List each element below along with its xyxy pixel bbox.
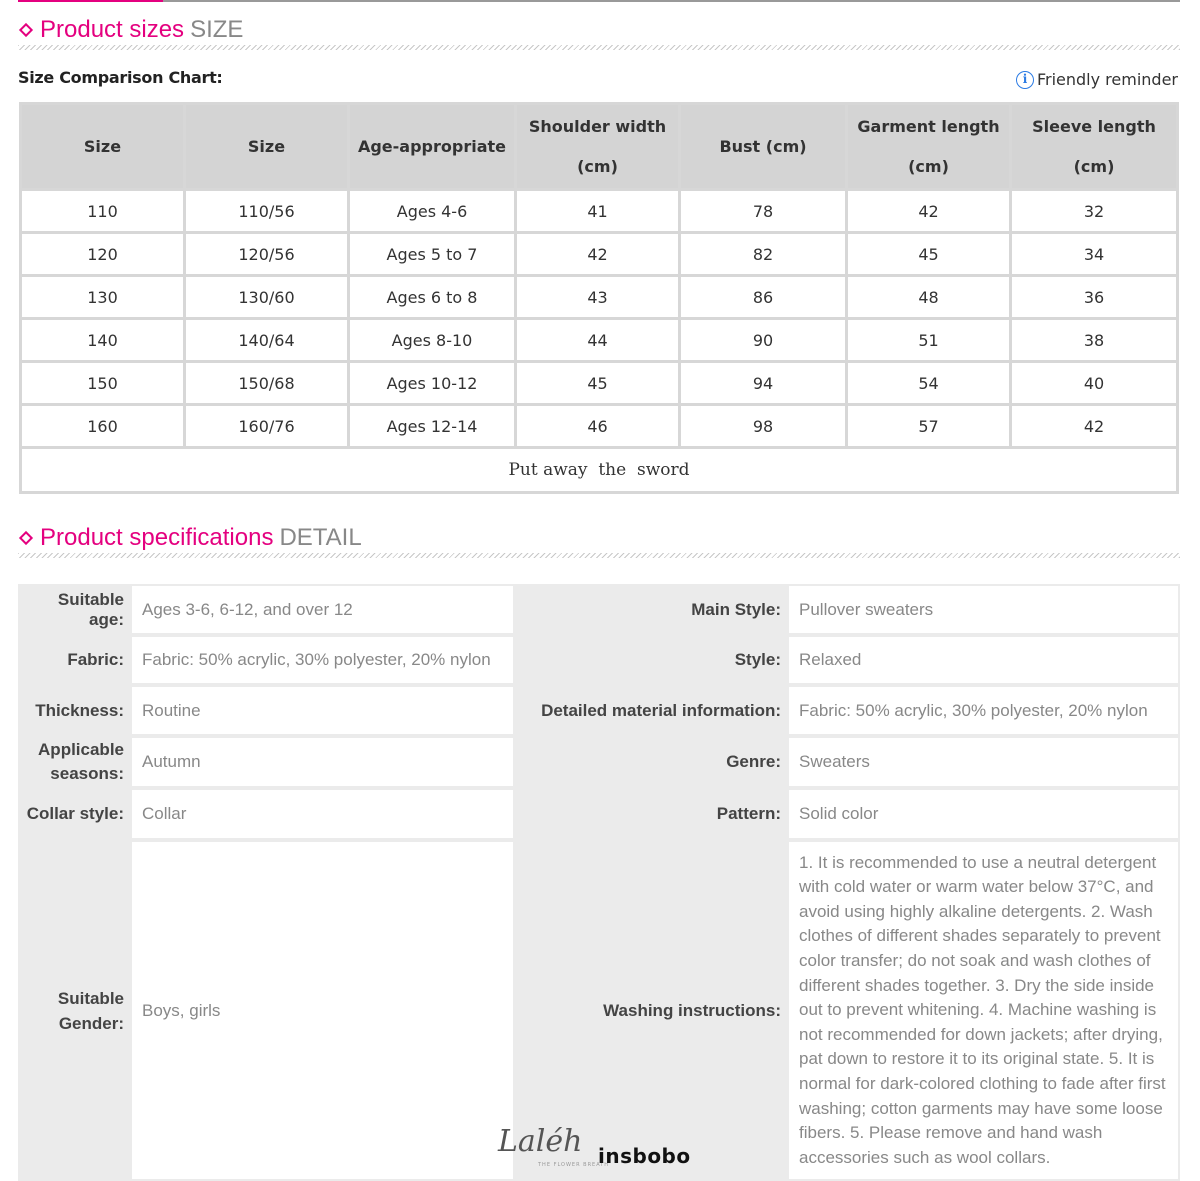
table-cell: 150/68 bbox=[186, 363, 350, 406]
table-cell: 48 bbox=[848, 277, 1012, 320]
spec-value: Boys, girls bbox=[130, 840, 515, 1181]
dotted-divider bbox=[18, 45, 1180, 50]
spec-value: Sweaters bbox=[787, 736, 1180, 788]
spec-key: Collar style: bbox=[18, 788, 130, 840]
table-row bbox=[22, 320, 1176, 363]
table-cell: 140 bbox=[22, 320, 186, 363]
spec-value: Routine bbox=[130, 685, 515, 736]
table-row bbox=[22, 191, 1176, 234]
spec-key: Style: bbox=[515, 635, 787, 685]
table-cell: 78 bbox=[681, 191, 848, 234]
spec-key: Genre: bbox=[515, 736, 787, 788]
table-row bbox=[22, 406, 1176, 449]
table-cell: 90 bbox=[681, 320, 848, 363]
diamond-bullet-icon bbox=[19, 23, 33, 37]
spec-value: Relaxed bbox=[787, 635, 1180, 685]
table-cell: Ages 4-6 bbox=[350, 191, 517, 234]
spec-key: Fabric: bbox=[18, 635, 130, 685]
table-cell: 98 bbox=[681, 406, 848, 449]
table-cell: Ages 5 to 7 bbox=[350, 234, 517, 277]
column-header: Shoulder width (cm) bbox=[517, 105, 681, 191]
spec-key: Thickness: bbox=[18, 685, 130, 736]
table-row bbox=[18, 584, 1180, 635]
table-cell: 32 bbox=[1012, 191, 1176, 234]
table-cell: 110/56 bbox=[186, 191, 350, 234]
diamond-bullet-icon bbox=[19, 531, 33, 545]
table-cell: 94 bbox=[681, 363, 848, 406]
signature-tagline: THE FLOWER BREATH bbox=[538, 1162, 610, 1168]
top-rule-accent bbox=[18, 0, 163, 2]
column-header: Size bbox=[186, 105, 350, 191]
size-table-header-row bbox=[22, 105, 1176, 191]
size-section-header bbox=[18, 15, 1180, 49]
spec-table bbox=[18, 584, 1180, 1181]
size-chart-label: Size Comparison Chart: bbox=[18, 68, 223, 87]
size-section-title: Product sizes SIZE bbox=[40, 16, 244, 43]
table-cell: 160/76 bbox=[186, 406, 350, 449]
table-cell: 57 bbox=[848, 406, 1012, 449]
table-footer-row bbox=[22, 449, 1176, 491]
spec-key: Main Style: bbox=[515, 584, 787, 635]
table-cell: Ages 6 to 8 bbox=[350, 277, 517, 320]
table-cell: Ages 10-12 bbox=[350, 363, 517, 406]
table-footer-note: Put away the sword bbox=[508, 460, 690, 480]
table-cell: Ages 8-10 bbox=[350, 320, 517, 363]
spec-value: Autumn bbox=[130, 736, 515, 788]
table-cell: 86 bbox=[681, 277, 848, 320]
table-cell: 130/60 bbox=[186, 277, 350, 320]
table-cell: 82 bbox=[681, 234, 848, 277]
signature-logo: Laléh bbox=[498, 1124, 583, 1159]
table-cell: 45 bbox=[517, 363, 681, 406]
friendly-reminder-label: Friendly reminder bbox=[1036, 70, 1178, 89]
spec-key: Suitable Gender: bbox=[18, 840, 130, 1181]
table-cell: 42 bbox=[517, 234, 681, 277]
brand-logo: insbobo bbox=[598, 1144, 691, 1168]
table-row bbox=[18, 788, 1180, 840]
spec-value: Fabric: 50% acrylic, 30% polyester, 20% nylon bbox=[130, 635, 515, 685]
table-cell: Ages 12-14 bbox=[350, 406, 517, 449]
spec-key: Pattern: bbox=[515, 788, 787, 840]
table-cell: 110 bbox=[22, 191, 186, 234]
dotted-divider bbox=[18, 553, 1180, 558]
table-cell: 44 bbox=[517, 320, 681, 363]
table-cell: 36 bbox=[1012, 277, 1176, 320]
table-cell: 42 bbox=[1012, 406, 1176, 449]
spec-key: Suitable age: bbox=[18, 584, 130, 635]
brand-watermark bbox=[498, 1120, 698, 1172]
table-cell: 34 bbox=[1012, 234, 1176, 277]
table-cell: 42 bbox=[848, 191, 1012, 234]
table-cell: 38 bbox=[1012, 320, 1176, 363]
spec-value: Collar bbox=[130, 788, 515, 840]
info-icon: i bbox=[1016, 71, 1034, 89]
size-table bbox=[19, 102, 1179, 494]
spec-section-title: Product specifications DETAIL bbox=[40, 524, 362, 551]
table-cell: 160 bbox=[22, 406, 186, 449]
spec-section-header bbox=[18, 523, 1180, 557]
table-cell: 40 bbox=[1012, 363, 1176, 406]
table-row bbox=[22, 363, 1176, 406]
table-row bbox=[22, 234, 1176, 277]
column-header: Size bbox=[22, 105, 186, 191]
column-header: Garment length (cm) bbox=[848, 105, 1012, 191]
spec-key: Applicable seasons: bbox=[18, 736, 130, 788]
top-rule bbox=[18, 0, 1180, 2]
table-row bbox=[18, 736, 1180, 788]
table-cell: 46 bbox=[517, 406, 681, 449]
friendly-reminder-link[interactable] bbox=[1016, 70, 1178, 89]
column-header: Sleeve length (cm) bbox=[1012, 105, 1176, 191]
table-cell: 150 bbox=[22, 363, 186, 406]
table-cell: 41 bbox=[517, 191, 681, 234]
column-header: Bust (cm) bbox=[681, 105, 848, 191]
spec-value: 1. It is recommended to use a neutral detergent with cold water or warm water below 37°C, and avoid using highly alkaline detergents. 2. Wash clothes of different shades separately to prevent color transfer; do not soak and wash clothes of different shades together. 3. Dry the side inside out to prevent whitening. 4. Machine washing is not recommended for down jackets; after drying, pat down to restore it to its original state. 5. It is normal for dark-colored clothing to fade after first washing; cotton garments may have some loose fibers. 5. Please remove and hand wash accessories such as wool collars. bbox=[787, 840, 1180, 1181]
spec-value: Solid color bbox=[787, 788, 1180, 840]
table-cell: 130 bbox=[22, 277, 186, 320]
column-header: Age-appropriate bbox=[350, 105, 517, 191]
table-cell: 45 bbox=[848, 234, 1012, 277]
table-cell: 54 bbox=[848, 363, 1012, 406]
spec-value: Pullover sweaters bbox=[787, 584, 1180, 635]
spec-value: Fabric: 50% acrylic, 30% polyester, 20% nylon bbox=[787, 685, 1180, 736]
spec-key: Washing instructions: bbox=[515, 840, 787, 1181]
spec-value: Ages 3-6, 6-12, and over 12 bbox=[130, 584, 515, 635]
table-row bbox=[18, 685, 1180, 736]
table-cell: 51 bbox=[848, 320, 1012, 363]
table-cell: 140/64 bbox=[186, 320, 350, 363]
table-cell: 120/56 bbox=[186, 234, 350, 277]
table-cell: 120 bbox=[22, 234, 186, 277]
spec-key: Detailed material information: bbox=[515, 685, 787, 736]
table-row bbox=[22, 277, 1176, 320]
table-row bbox=[18, 635, 1180, 685]
table-cell: 43 bbox=[517, 277, 681, 320]
